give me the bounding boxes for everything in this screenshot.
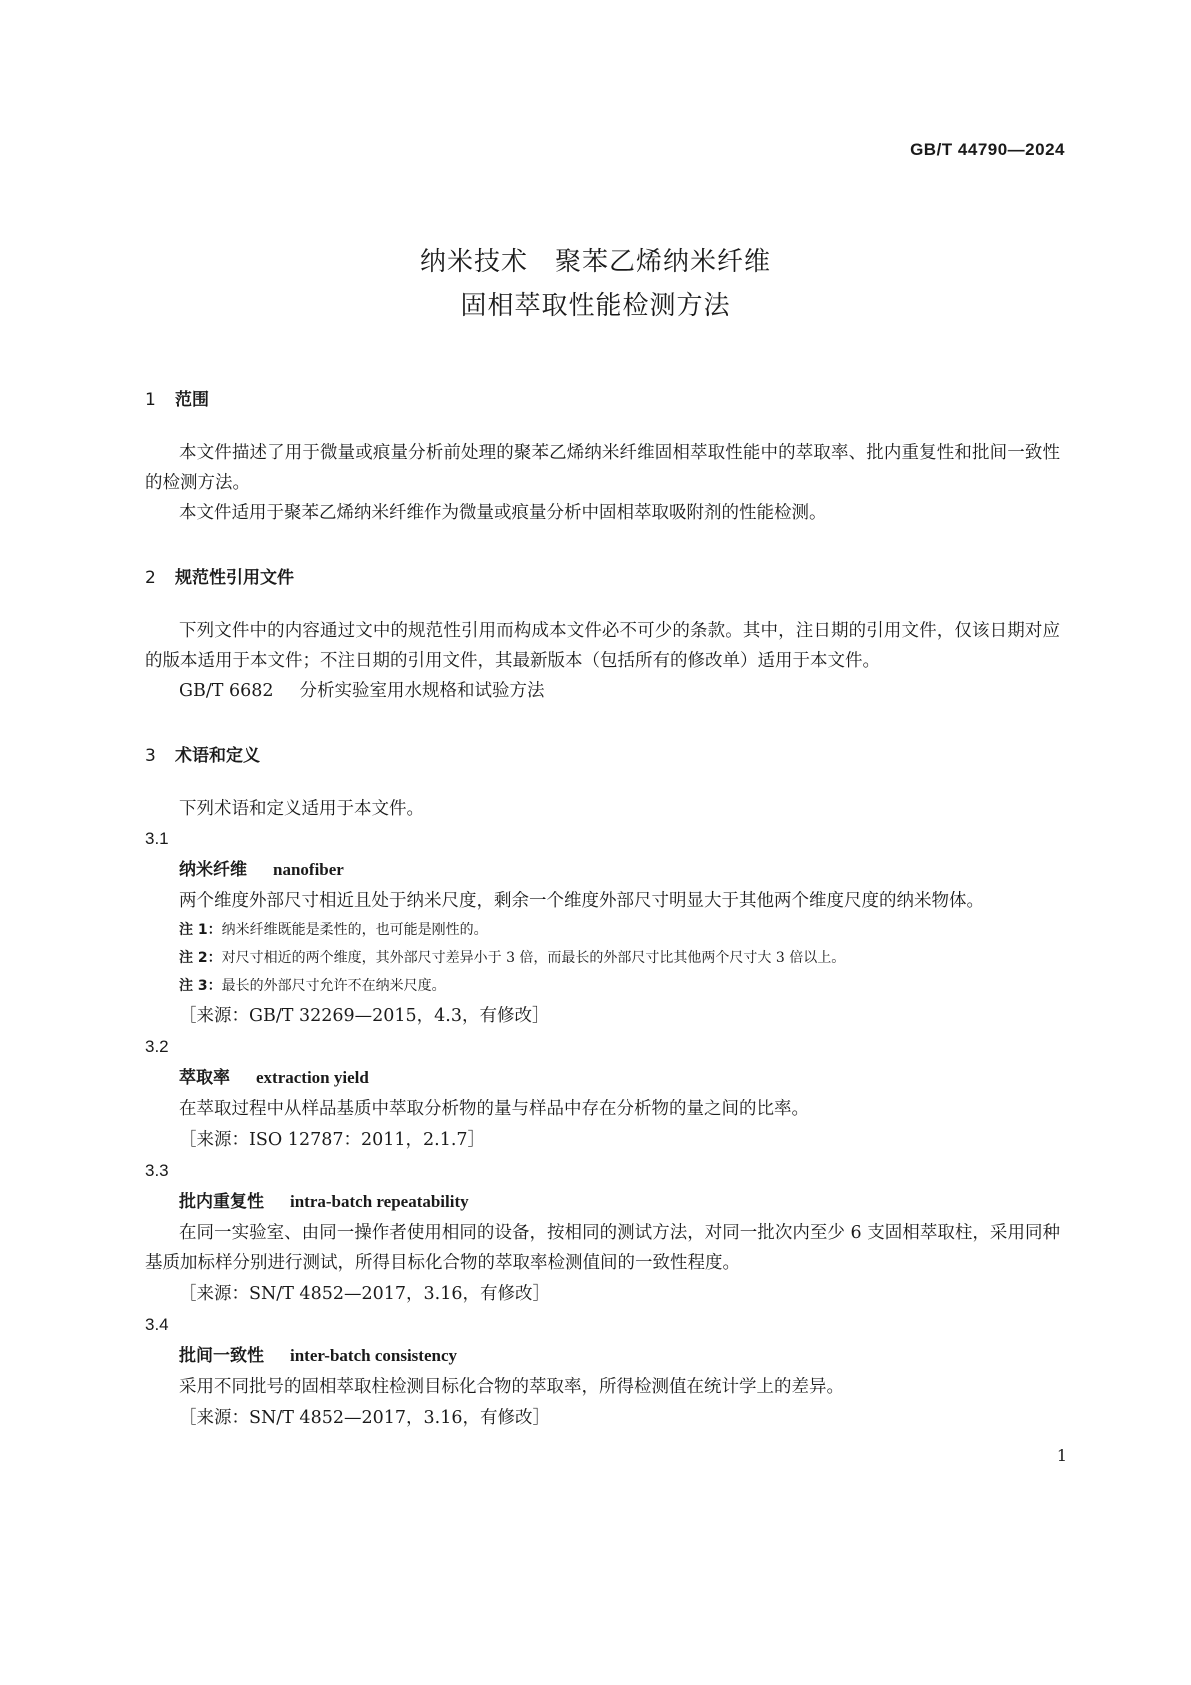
paragraph: 本文件描述了用于微量或痕量分析前处理的聚苯乙烯纳米纤维固相萃取性能中的萃取率、批内重复性和批间一致性的检测方法。	[145, 443, 1060, 493]
term-number: 3.1	[145, 829, 169, 848]
term-definition: 两个维度外部尺寸相近且处于纳米尺度，剩余一个维度外部尺寸明显大于其他两个维度尺度的纳米物体。	[179, 891, 984, 911]
section-number: 1	[145, 390, 156, 410]
page-number: 1	[1056, 1446, 1067, 1465]
term-definition: 在萃取过程中从样品基质中萃取分析物的量与样品中存在分析物的量之间的比率。	[179, 1099, 809, 1119]
paragraph: 下列文件中的内容通过文中的规范性引用而构成本文件必不可少的条款。其中，注日期的引用文件，仅该日期对应的版本适用于本文件；不注日期的引用文件，其最新版本（包括所有的修改单）适用于本文件。	[145, 621, 1060, 671]
reference-title: 分析实验室用水规格和试验方法	[299, 681, 545, 701]
term-name-en: nanofiber	[273, 860, 344, 879]
note	[145, 916, 1060, 944]
section-heading-scope	[145, 385, 1060, 415]
section-heading-normative-references	[145, 563, 1060, 593]
term-number: 3.2	[145, 1037, 169, 1056]
section-title: 规范性引用文件	[175, 568, 294, 588]
document-title	[0, 240, 1191, 328]
section-number: 2	[145, 568, 156, 588]
term-name-zh: 纳米纤维	[179, 860, 247, 880]
document-body	[145, 385, 1060, 1434]
standard-code: GB/T 44790—2024	[910, 140, 1065, 159]
title-line-1: 纳米技术 聚苯乙烯纳米纤维	[419, 247, 771, 277]
term-name	[145, 1340, 1060, 1372]
term-definition: 在同一实验室、由同一操作者使用相同的设备，按相同的测试方法，对同一批次内至少 6 支固相萃取柱，采用同种基质加标样分别进行测试，所得目标化合物的萃取率检测值间的一致性程度。	[145, 1223, 1060, 1273]
paragraph: 下列术语和定义适用于本文件。	[179, 799, 424, 819]
section-number: 3	[145, 746, 156, 766]
section-title: 术语和定义	[175, 746, 260, 766]
reference-code: GB/T 6682	[179, 681, 274, 701]
section-heading-terms-definitions	[145, 741, 1060, 771]
term-number: 3.3	[145, 1161, 169, 1180]
term-definition: 采用不同批号的固相萃取柱检测目标化合物的萃取率，所得检测值在统计学上的差异。	[179, 1377, 844, 1397]
reference-entry	[145, 676, 1060, 706]
note-label: 注 1：	[179, 922, 222, 938]
note	[145, 944, 1060, 972]
term-source: ［来源：SN/T 4852—2017，3.16，有修改］	[179, 1284, 550, 1304]
note-text: 对尺寸相近的两个维度，其外部尺寸差异小于 3 倍，而最长的外部尺寸比其他两个尺寸大 3 倍以上。	[221, 950, 846, 966]
title-line-2: 固相萃取性能检测方法	[460, 291, 731, 321]
term-name	[145, 854, 1060, 886]
note-text: 最长的外部尺寸允许不在纳米尺度。	[221, 978, 446, 994]
term-number: 3.4	[145, 1315, 169, 1334]
term-name	[145, 1062, 1060, 1094]
term-name-en: intra-batch repeatability	[290, 1192, 469, 1211]
term-source: ［来源：ISO 12787：2011，2.1.7］	[179, 1130, 486, 1150]
note	[145, 972, 1060, 1000]
term-source: ［来源：SN/T 4852—2017，3.16，有修改］	[179, 1408, 550, 1428]
paragraph: 本文件适用于聚苯乙烯纳米纤维作为微量或痕量分析中固相萃取吸附剂的性能检测。	[179, 503, 827, 523]
term-name	[145, 1186, 1060, 1218]
section-title: 范围	[175, 390, 209, 410]
note-label: 注 2：	[179, 950, 222, 966]
term-name-zh: 萃取率	[179, 1068, 230, 1088]
term-name-en: extraction yield	[256, 1068, 369, 1087]
term-source: ［来源：GB/T 32269—2015，4.3，有修改］	[179, 1006, 550, 1026]
term-name-en: inter-batch consistency	[290, 1346, 457, 1365]
note-label: 注 3：	[179, 978, 222, 994]
term-name-zh: 批间一致性	[179, 1346, 264, 1366]
note-text: 纳米纤维既能是柔性的，也可能是刚性的。	[221, 922, 488, 938]
term-name-zh: 批内重复性	[179, 1192, 264, 1212]
